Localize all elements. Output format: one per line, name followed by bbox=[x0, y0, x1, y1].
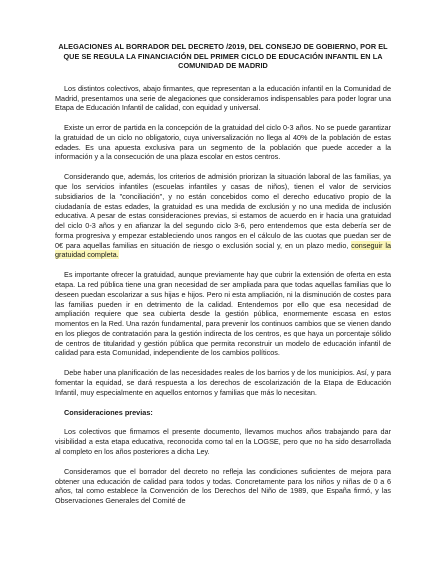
document-body bbox=[55, 42, 391, 516]
paragraph-colectivos: Los colectivos que firmamos el presente documento, llevamos muchos años trabajando para dar visibilidad a esta etapa educativa, reconocida como tal en la LOGSE, pero que no ha sido desarrollada al completo en los años posteriores a dicha Ley. bbox=[55, 427, 391, 456]
section-heading-consideraciones: Consideraciones previas: bbox=[64, 407, 153, 417]
paragraph-criterios-admision bbox=[55, 172, 391, 260]
paragraph-borrador: Consideramos que el borrador del decreto no refleja las condiciones suficientes de mejora para obtener una educación de calidad para todos y todas. Concretamente para los niños y niñas de 0 a 6 años, tal como establece la Convención de los Derechos del Niño de 1989, que España firmó, y las Observaciones Generales del Comité de bbox=[55, 466, 391, 506]
highlighted-text: conseguir la gratuidad completa. bbox=[55, 240, 391, 260]
paragraph-gratuidad-error: Existe un error de partida en la concepción de la gratuidad del ciclo 0-3 años. No se puede garantizar la gratuidad de un ciclo no obligatorio, cuya universalización no llega al 40% de la población de estas edades. Es una apuesta exclusiva para un segmento de la población que puede acceder a la información y a la consecución de una plaza escolar en estos centros. bbox=[55, 123, 391, 162]
paragraph-intro: Los distintos colectivos, abajo firmantes, que representan a la educación infantil en la Comunidad de Madrid, presentamos una serie de alegaciones que consideramos indispensables para poder lograr una Etapa de Educación Infantil de calidad, con equidad y universal. bbox=[55, 83, 391, 113]
paragraph-planificacion: Debe haber una planificación de las necesidades reales de los barrios y de los municipios. Así, y para fomentar la equidad, se dará respuesta a los derechos de escolarización de la Etapa de Educación Infantil, muy especialmente en aquellos entornos y familias que más lo necesitan. bbox=[55, 368, 391, 397]
document-title: ALEGACIONES AL BORRADOR DEL DECRETO /2019, DEL CONSEJO DE GOBIERNO, POR EL QUE SE REGULA LA FINANCIACIÓN DEL PRIMER CICLO DE EDUCACIÓN INFANTIL EN LA COMUNIDAD DE MADRID bbox=[58, 42, 388, 71]
paragraph-criterios-admision-text: Considerando que, además, los criterios de admisión priorizan la situación laboral de las familias, ya que los servicios infantiles (escuelas infantiles y casas de niños), tienen el valor de servicios subsidiarios de la "conciliación", y no están concebidos como el derecho educativo propio de la ciudadanía de estas edades, la gratuidad es una medida de exclusión y no una medida de inclusión educativa. A pesar de estas consideraciones previas, si estamos de acuerdo en ir hacia una gratuidad del ciclo 0-3 años y en afianzar la del segundo ciclo 3-6, pero entendemos que esta debería ser de forma progresiva y empezar estableciendo unos rangos en el cálculo de las cuotas que puedan ser de 0€ para aquellas familias en situación de riesgo o exclusión social y, en un plazo medio, bbox=[55, 172, 391, 250]
paragraph-extension-oferta: Es importante ofrecer la gratuidad, aunque previamente hay que cubrir la extensión de oferta en esta etapa. La red pública tiene una gran necesidad de ser ampliada para que todas aquellas familias que lo deseen puedan escolarizar a sus hijas e hijos. Pero ni esta ampliación, ni la disminución de costes para las familias pueden ir en detrimento de la calidad. Entendemos por ello que esa necesidad de ampliación requiere que sea cubierta desde la gestión pública, enormemente escasa en estos momentos en la Red. Una razón fundamental, para prevenir los continuos cambios que se vienen dando en los pliegos de contratación para la gestión indirecta de los centros, es que haya un porcentaje sólido de centros de titularidad y gestión pública que permita reconstruir un modelo de educación infantil de calidad para esta Comunidad, independiente de los cambios políticos. bbox=[55, 270, 391, 358]
